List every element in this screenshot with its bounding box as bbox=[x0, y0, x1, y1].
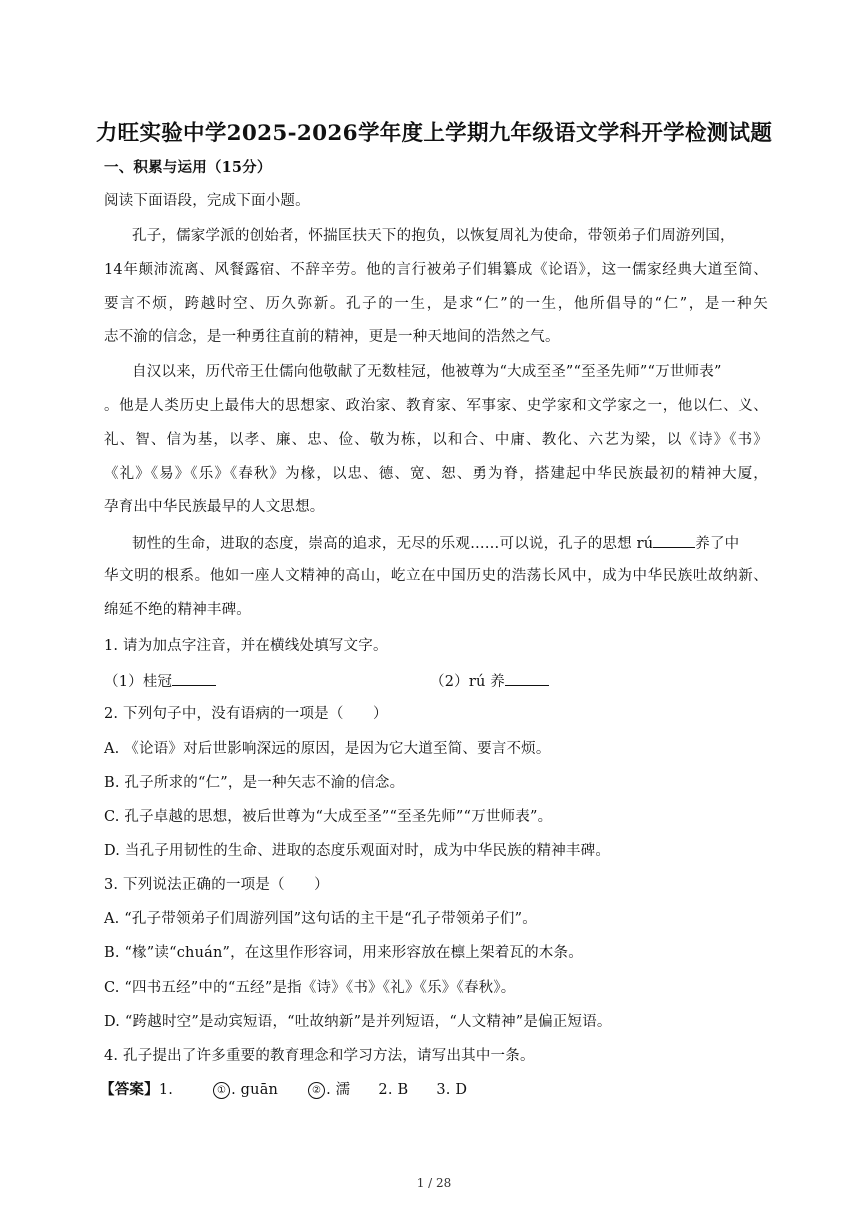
page-title: 力旺实验中学2025-2026学年度上学期九年级语文学科开学检测试题 bbox=[95, 121, 773, 146]
option-item: D. “跨越时空”是动宾短语，“吐故纳新”是并列短语，“人文精神”是偏正短语。 bbox=[104, 1014, 612, 1030]
option-item: B. “椽”读“chuán”，在这里作形容词，用来形容放在檩上架着瓦的木条。 bbox=[104, 945, 583, 961]
option-item: D. 当孔子用韧性的生命、进取的态度乐观面对时，成为中华民族的精神丰碑。 bbox=[104, 843, 611, 859]
passage-line: 14年颠沛流离、风餐露宿、不辞辛劳。他的言行被弟子们辑纂成《论语》，这一儒家经典大道至简、 bbox=[104, 262, 768, 278]
circled-two-marker: ② bbox=[308, 1082, 325, 1099]
option-item: C. 孔子卓越的思想，被后世尊为“大成至圣”“至圣先师”“万世师表”。 bbox=[104, 809, 553, 825]
fill-blank[interactable] bbox=[505, 670, 549, 686]
instruction-text: 阅读下面语段，完成下面小题。 bbox=[104, 193, 310, 209]
question-stem: 2. 下列句子中，没有语病的一项是（ ） bbox=[104, 706, 388, 722]
answer-q3: 3. D bbox=[436, 1082, 468, 1098]
circled-one-marker: ① bbox=[213, 1082, 230, 1099]
passage-line: 孔子，儒家学派的创始者，怀揣匡扶天下的抱负，以恢复周礼为使命，带领弟子们周游列国， bbox=[132, 228, 735, 244]
passage-line: 礼、智、信为基，以孝、廉、忠、俭、敬为栋，以和合、中庸、教化、六艺为梁，以《诗》《书》 bbox=[104, 432, 768, 448]
question-stem: 4. 孔子提出了许多重要的教育理念和学习方法，请写出其中一条。 bbox=[104, 1048, 535, 1064]
answer-q1-part1: . guān bbox=[231, 1082, 279, 1098]
question-stem: 1. 请为加点字注音，并在横线处填写文字。 bbox=[104, 638, 388, 654]
answer-q2: 2. B bbox=[378, 1082, 409, 1098]
answer-q1-part2: . 濡 bbox=[326, 1082, 351, 1098]
passage-line-with-blank bbox=[132, 532, 739, 554]
passage-text: 韧性的生命，进取的态度，崇高的追求，无尽的乐观……可以说，孔子的思想 rú bbox=[132, 536, 654, 552]
passage-line: 志不渝的信念，是一种勇往直前的精神，更是一种天地间的浩然之气。 bbox=[104, 329, 560, 345]
option-item: B. 孔子所求的“仁”，是一种矢志不渝的信念。 bbox=[104, 775, 405, 791]
option-item: A. 《论语》对后世影响深远的原因，是因为它大道至简、要言不烦。 bbox=[104, 741, 551, 757]
answer-q1-number: 1. bbox=[158, 1082, 174, 1098]
passage-line: 华文明的根系。他如一座人文精神的高山，屹立在中国历史的浩荡长风中，成为中华民族吐故纳新、 bbox=[104, 568, 768, 584]
passage-line: 。他是人类历史上最伟大的思想家、政治家、教育家、军事家、史学家和文学家之一，他以仁、义、 bbox=[104, 398, 768, 414]
question-part-label: （2）rú 养 bbox=[430, 674, 506, 690]
passage-text: 养了中 bbox=[695, 536, 740, 552]
option-item: A. “孔子带领弟子们周游列国”这句话的主干是“孔子带领弟子们”。 bbox=[104, 911, 537, 927]
passage-line: 要言不烦，跨越时空、历久弥新。孔子的一生，是求“仁”的一生，他所倡导的“仁”，是一种矢 bbox=[104, 296, 768, 312]
passage-line: 《礼》《易》《乐》《春秋》为椽，以忠、德、宽、恕、勇为脊，搭建起中华民族最初的精神大厦， bbox=[104, 466, 768, 482]
answer-label: 【答案】 bbox=[100, 1081, 159, 1098]
passage-line: 自汉以来，历代帝王仕儒向他敬献了无数桂冠，他被尊为“大成至圣”“至圣先师”“万世师表” bbox=[132, 364, 722, 380]
section-heading: 一、积累与运用（15分） bbox=[104, 159, 272, 176]
passage-line: 孕育出中华民族最早的人文思想。 bbox=[104, 499, 325, 515]
fill-blank[interactable] bbox=[172, 670, 216, 686]
passage-line: 绵延不绝的精神丰碑。 bbox=[104, 602, 251, 618]
question-part-label: （1）桂冠 bbox=[104, 674, 173, 690]
page-indicator: 1 / 28 bbox=[416, 1176, 452, 1190]
question-stem: 3. 下列说法正确的一项是（ ） bbox=[104, 877, 329, 893]
question-part bbox=[104, 670, 216, 692]
option-item: C. “四书五经”中的“五经”是指《诗》《书》《礼》《乐》《春秋》。 bbox=[104, 980, 516, 996]
fill-blank[interactable] bbox=[653, 532, 695, 548]
question-part bbox=[430, 670, 549, 692]
answer-line bbox=[100, 1080, 467, 1100]
